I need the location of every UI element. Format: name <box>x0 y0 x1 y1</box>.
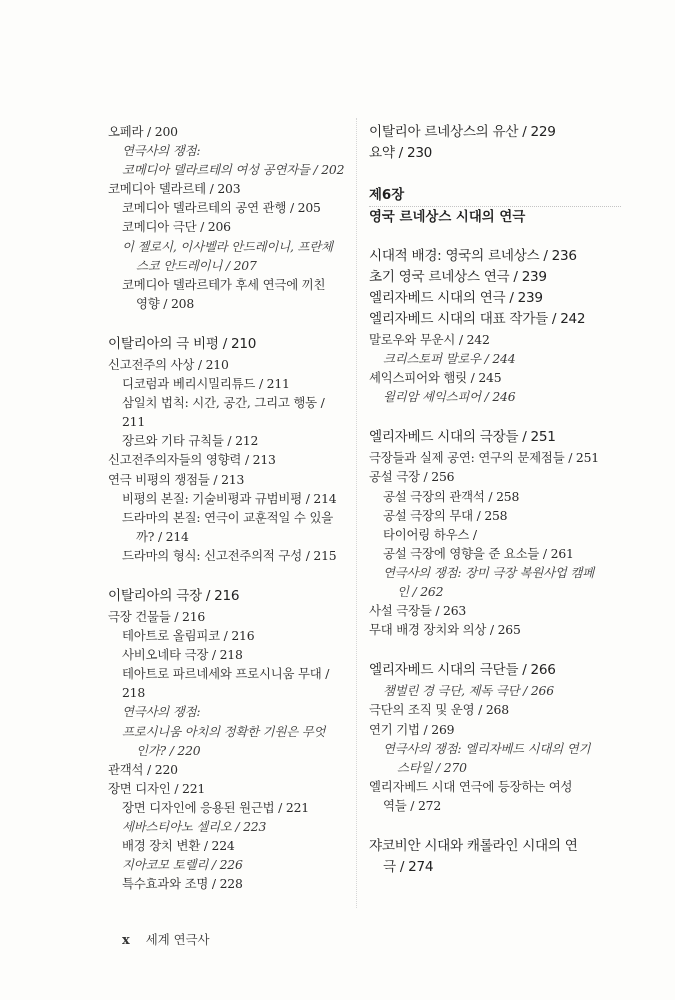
toc-entry <box>369 544 621 563</box>
toc-entry-text: 챔벌린 경 극단, 제독 극단 / 266 <box>383 683 554 699</box>
toc-entry-text: 코메디아 델라르테 / 203 <box>108 181 241 197</box>
toc-entry-text: 엘리자베드 시대의 대표 작가들 / 242 <box>369 311 586 327</box>
toc-entry-text: 코메디아 델라르테의 공연 관행 / 205 <box>122 200 321 216</box>
toc-entry <box>108 798 350 817</box>
toc-entry-text: 연극사의 쟁점: <box>122 143 201 159</box>
toc-entry-text: 관객석 / 220 <box>108 761 178 777</box>
toc-entry-text: 연극사의 쟁점: 엘리자베드 시대의 연기 <box>383 740 591 756</box>
toc-entry <box>369 681 621 700</box>
toc-entry <box>369 700 621 719</box>
toc-entry <box>369 330 621 349</box>
toc-entry <box>369 601 621 620</box>
toc-entry-text: 신고전주의 사상 / 210 <box>108 356 229 372</box>
toc-entry-text: 연극사의 쟁점: <box>122 704 201 720</box>
toc-entry <box>108 645 350 664</box>
section-gap <box>369 639 621 660</box>
toc-entry-text: 무대 배경 장치와 의상 / 265 <box>369 622 521 638</box>
toc-entry <box>369 620 621 639</box>
toc-right-column <box>369 122 621 878</box>
toc-entry-text: 공설 극장의 무대 / 258 <box>383 507 508 523</box>
toc-entry-text: 극단의 조직 및 운영 / 268 <box>369 702 509 718</box>
toc-entry-text: 엘리자베드 시대의 연극 / 239 <box>369 290 543 306</box>
toc-entry <box>108 836 350 855</box>
toc-entry-text: 코메디아 델라르테의 여성 공연자들 / 202 <box>122 162 345 178</box>
toc-entry-text: 셰익스피어와 햄릿 / 245 <box>369 370 502 386</box>
toc-entry-text: 이탈리아의 극장 / 216 <box>108 587 240 604</box>
toc-entry <box>108 237 350 275</box>
toc-entry <box>108 393 350 431</box>
toc-section-entry <box>369 427 621 448</box>
toc-entry-text: 드라마의 본질: 연극이 교훈적일 수 있을 <box>122 509 333 525</box>
toc-entry-text: 이 젤로시, 이사벨라 안드레이니, 프란체 <box>122 238 333 254</box>
toc-entry <box>108 374 350 393</box>
column-divider <box>356 118 357 908</box>
toc-entry-continuation: 스타일 / 270 <box>397 759 467 775</box>
chapter-heading <box>369 186 621 228</box>
toc-entry-text: 크리스토퍼 말로우 / 244 <box>383 351 516 367</box>
toc-entry <box>108 141 350 160</box>
section-gap <box>108 313 350 334</box>
toc-entry <box>108 122 350 141</box>
toc-entry <box>108 702 350 721</box>
toc-entry-text: 배경 장치 변환 / 224 <box>122 838 235 854</box>
toc-entry-text: 세바스티아노 셀리오 / 223 <box>122 819 267 834</box>
toc-entry-text: 테아트로 파르네세와 프로시니움 무대 / 218 <box>122 666 330 701</box>
toc-entry-continuation: 까? / 214 <box>136 528 189 544</box>
toc-entry-text: 오페라 / 200 <box>108 124 178 139</box>
toc-entry-text: 사비오네타 극장 / 218 <box>122 647 243 663</box>
toc-entry-text: 프로시니움 아치의 정확한 기원은 무엇 <box>122 723 326 739</box>
toc-entry <box>108 760 350 779</box>
toc-entry <box>369 739 621 777</box>
toc-entry-text: 이탈리아의 극 비평 / 210 <box>108 335 257 352</box>
toc-section-entry <box>108 586 350 607</box>
toc-entry-text: 연극 비평의 쟁점들 / 213 <box>108 471 245 487</box>
toc-entry <box>108 198 350 217</box>
toc-entry-text: 테아트로 올림피코 / 216 <box>122 628 255 644</box>
toc-entry <box>108 874 350 893</box>
toc-entry <box>108 607 350 626</box>
toc-section-entry <box>369 122 621 143</box>
toc-entry <box>369 448 621 467</box>
toc-entry-text: 엘리자베드 시대의 극단들 / 266 <box>369 662 556 679</box>
toc-entry-text: 장르와 기타 규칙들 / 212 <box>122 433 259 449</box>
toc-entry-text: 극장 건물들 / 216 <box>108 608 206 624</box>
toc-entry <box>108 160 350 179</box>
toc-entry <box>369 349 621 368</box>
toc-entry-continuation: 인 / 262 <box>397 584 444 600</box>
toc-entry-text: 디코럼과 베리시밀리튜드 / 211 <box>122 376 290 392</box>
toc-entry-text: 말로우와 무운시 / 242 <box>369 332 490 347</box>
toc-entry <box>108 450 350 469</box>
toc-entry-text: 공설 극장에 영향을 준 요소들 / 261 <box>383 545 574 561</box>
toc-entry-text: 공설 극장 / 256 <box>369 469 455 485</box>
toc-section-entry <box>108 334 350 355</box>
toc-entry <box>369 525 621 544</box>
toc-entry <box>108 179 350 198</box>
toc-entry <box>108 508 350 546</box>
toc-right-main-entries <box>369 246 621 878</box>
toc-entry-text: 엘리자베드 시대의 극장들 / 251 <box>369 429 556 446</box>
toc-entry-continuation: 영향 / 208 <box>136 295 195 311</box>
toc-section-entry <box>369 143 621 164</box>
toc-section-entry <box>369 660 621 681</box>
toc-entry-text: 장면 디자인에 응용된 원근법 / 221 <box>122 799 309 815</box>
toc-entry <box>369 487 621 506</box>
toc-entry-text: 요약 / 230 <box>369 145 433 161</box>
toc-entry <box>369 467 621 486</box>
toc-entry-continuation: 역들 / 272 <box>383 797 442 813</box>
toc-entry <box>369 563 621 601</box>
toc-entry-continuation: 인가? / 220 <box>136 742 201 758</box>
toc-entry-text: 특수효과와 조명 / 228 <box>122 876 243 892</box>
toc-entry <box>369 368 621 387</box>
toc-entry-text: 연기 기법 / 269 <box>369 721 455 737</box>
toc-section-entry <box>369 836 621 878</box>
toc-entry-text: 윌리암 셰익스피어 / 246 <box>383 389 516 405</box>
toc-entry <box>108 626 350 645</box>
toc-section-entry <box>369 309 621 330</box>
toc-entry <box>108 275 350 313</box>
toc-entry-text: 코메디아 델라르테가 후세 연극에 끼친 <box>122 276 326 292</box>
toc-entry <box>108 664 350 702</box>
toc-right-top-entries <box>369 122 621 164</box>
toc-entry-text: 초기 영국 르네상스 연극 / 239 <box>369 269 547 285</box>
toc-entry-text: 공설 극장의 관객석 / 258 <box>383 488 520 504</box>
toc-entry-text: 드라마의 형식: 신고전주의적 구성 / 215 <box>122 547 337 563</box>
toc-entry <box>108 722 350 760</box>
toc-entry <box>108 355 350 374</box>
toc-left-column <box>108 122 350 893</box>
toc-entry-text: 엘리자베드 시대 연극에 등장하는 여성 <box>369 778 573 794</box>
toc-entry-text: 코메디아 극단 / 206 <box>122 219 231 235</box>
toc-entry <box>369 777 621 815</box>
toc-entry-text: 사설 극장들 / 263 <box>369 603 467 619</box>
toc-section-entry <box>369 288 621 309</box>
toc-entry <box>108 217 350 236</box>
toc-entry-continuation: 스코 안드레이니 / 207 <box>136 257 257 273</box>
toc-entry <box>108 817 350 836</box>
toc-entry-text: 쟈코비안 시대와 캐롤라인 시대의 연 <box>369 837 578 854</box>
toc-entry-text: 이탈리아 르네상스의 유산 / 229 <box>369 124 556 140</box>
toc-entry-text: 신고전주의자들의 영향력 / 213 <box>108 452 276 468</box>
toc-entry-continuation: 극 / 274 <box>383 858 434 875</box>
toc-entry-text: 비평의 본질: 기술비평과 규범비평 / 214 <box>122 490 337 506</box>
chapter-title: 영국 르네상스 시대의 연극 <box>369 206 621 228</box>
toc-entry <box>108 546 350 565</box>
toc-entry <box>108 855 350 874</box>
toc-entry-text: 삼일치 법칙: 시간, 공간, 그리고 행동 / 211 <box>122 395 325 430</box>
toc-section-entry <box>369 267 621 288</box>
toc-entry-text: 장면 디자인 / 221 <box>108 780 206 796</box>
toc-entry-text: 시대적 배경: 영국의 르네상스 / 236 <box>369 248 577 264</box>
toc-entry-text: 지아코모 토렐리 / 226 <box>122 857 243 873</box>
toc-entry-text: 타이어링 하우스 / <box>383 526 477 542</box>
toc-entry-text: 극장들과 실제 공연: 연구의 문제점들 / 251 <box>369 450 599 466</box>
toc-entry <box>369 720 621 739</box>
toc-entry <box>108 489 350 508</box>
section-gap <box>108 565 350 586</box>
toc-entry <box>108 470 350 489</box>
toc-entry <box>369 506 621 525</box>
toc-entry <box>369 387 621 406</box>
page-footer <box>122 930 210 948</box>
toc-entry <box>108 779 350 798</box>
page-number: x <box>122 933 130 948</box>
book-title: 세계 연극사 <box>145 932 210 947</box>
toc-section-entry <box>369 246 621 267</box>
chapter-label: 제6장 <box>369 188 405 203</box>
toc-entry-text: 연극사의 쟁점: 장미 극장 복원사업 캠페 <box>383 564 594 580</box>
toc-entry <box>108 431 350 450</box>
section-gap <box>369 815 621 836</box>
section-gap <box>369 406 621 427</box>
